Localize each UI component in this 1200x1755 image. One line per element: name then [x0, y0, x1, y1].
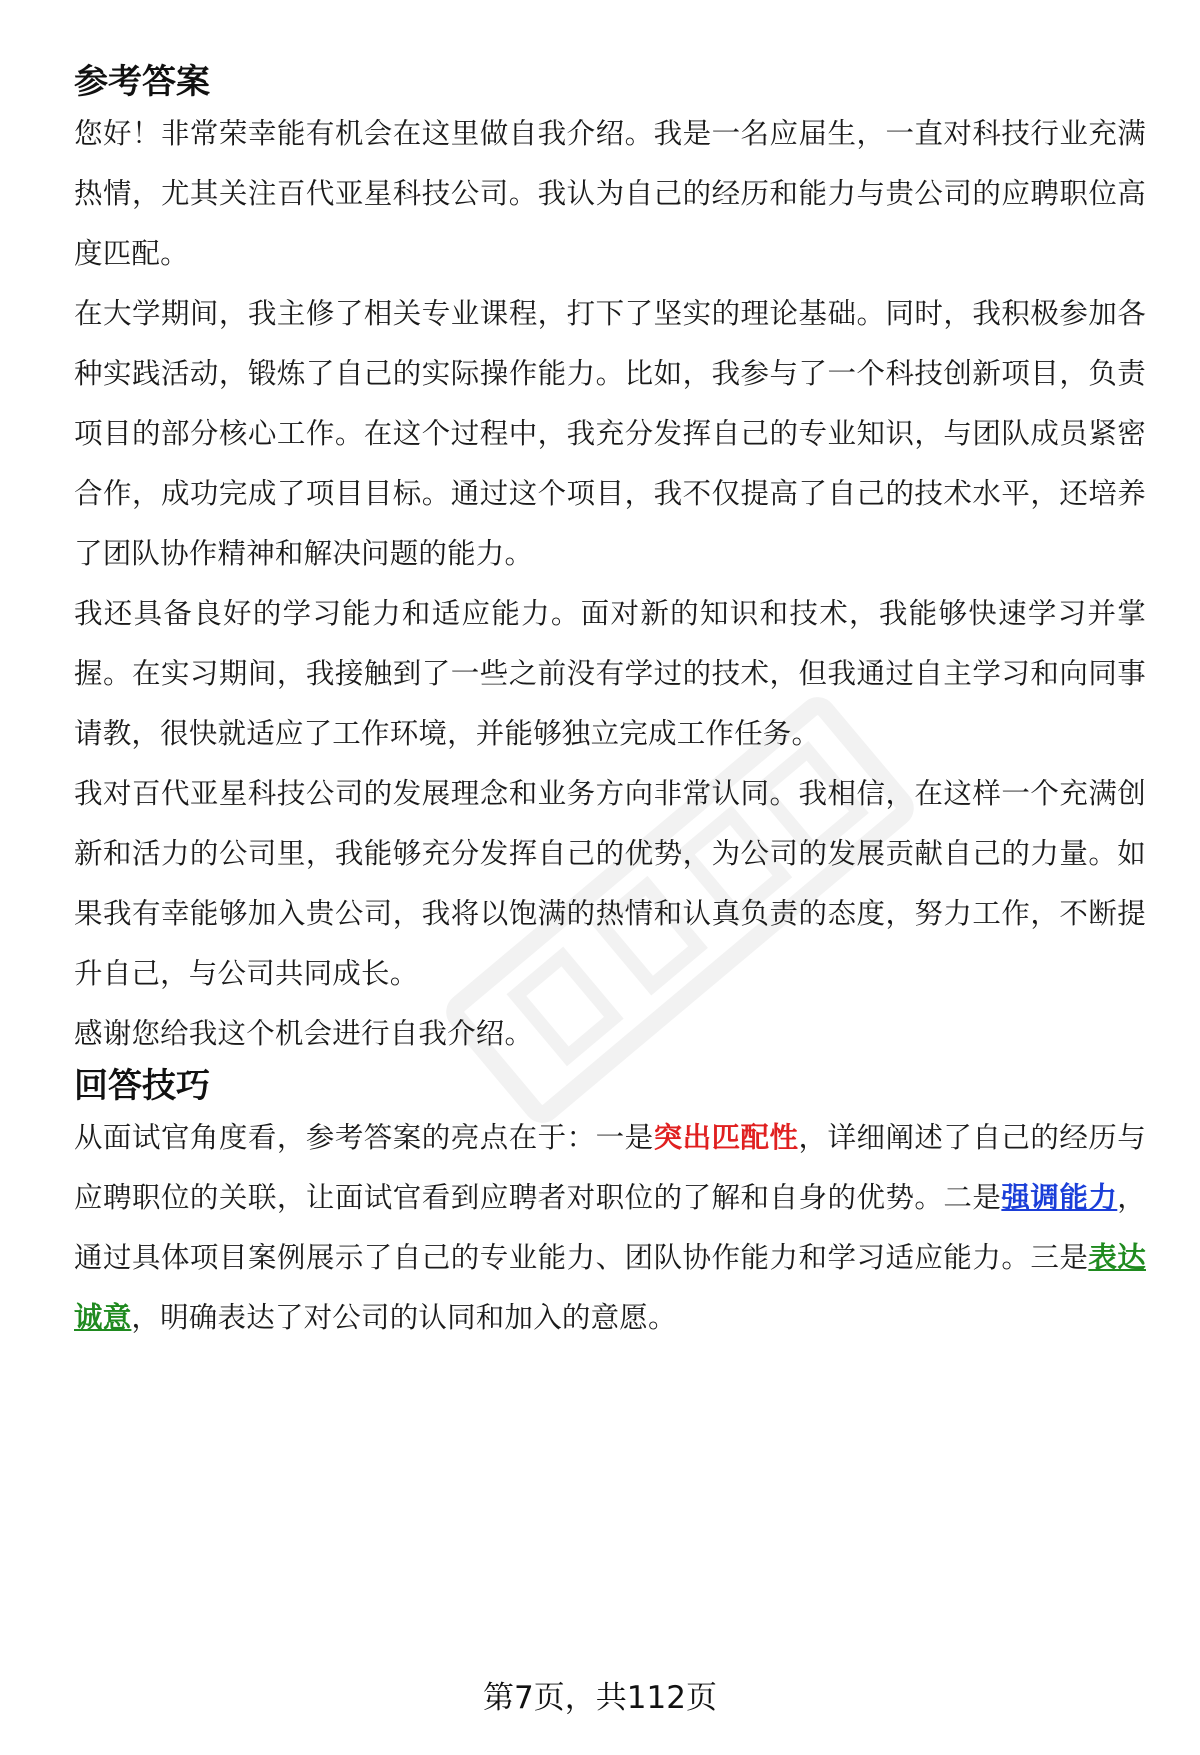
tips-text-3: ，通过具体项目案例展示了自己的专业能力、团队协作能力和学习适应能力。三是	[74, 1181, 1146, 1275]
document-page	[74, 60, 1146, 1348]
highlight-match: 突出匹配性	[653, 1121, 799, 1155]
highlight-ability: 强调能力	[1001, 1181, 1118, 1215]
answer-paragraph-2: 在大学期间，我主修了相关专业课程，打下了坚实的理论基础。同时，我积极参加各种实践活动，锻炼了自己的实际操作能力。比如，我参与了一个科技创新项目，负责项目的部分核心工作。在这个过程中，我充分发挥自己的专业知识，与团队成员紧密合作，成功完成了项目目标。通过这个项目，我不仅提高了自己的技术水平，还培养了团队协作精神和解决问题的能力。	[74, 297, 1146, 571]
answer-paragraph-1: 您好！非常荣幸能有机会在这里做自我介绍。我是一名应届生，一直对科技行业充满热情，尤其关注百代亚星科技公司。我认为自己的经历和能力与贵公司的应聘职位高度匹配。	[74, 117, 1146, 271]
answer-paragraph-4: 我对百代亚星科技公司的发展理念和业务方向非常认同。我相信，在这样一个充满创新和活力的公司里，我能够充分发挥自己的优势，为公司的发展贡献自己的力量。如果我有幸能够加入贵公司，我将以饱满的热情和认真负责的态度，努力工作，不断提升自己，与公司共同成长。	[74, 777, 1146, 991]
tips-heading: 回答技巧	[74, 1066, 210, 1107]
answer-paragraph-3: 我还具备良好的学习能力和适应能力。面对新的知识和技术，我能够快速学习并掌握。在实习期间，我接触到了一些之前没有学过的技术，但我通过自主学习和向同事请教，很快就适应了工作环境，并能够独立完成工作任务。	[74, 597, 1146, 751]
tips-text-2: ，详细阐述了自己的经历与应聘职位的关联，让面试官看到应聘者对职位的了解和自身的优势。二是	[74, 1121, 1146, 1215]
answer-heading: 参考答案	[74, 62, 210, 102]
tips-text-1: 从面试官角度看，参考答案的亮点在于：一是	[74, 1121, 654, 1155]
tips-paragraph	[74, 1108, 1146, 1348]
answer-paragraph-5: 感谢您给我这个机会进行自我介绍。	[74, 1017, 534, 1051]
tips-text-4: ，明确表达了对公司的认同和加入的意愿。	[131, 1301, 677, 1335]
page-number: 第7页，共112页	[483, 1680, 717, 1716]
highlight-sincerity: 表达诚意	[74, 1241, 1146, 1335]
